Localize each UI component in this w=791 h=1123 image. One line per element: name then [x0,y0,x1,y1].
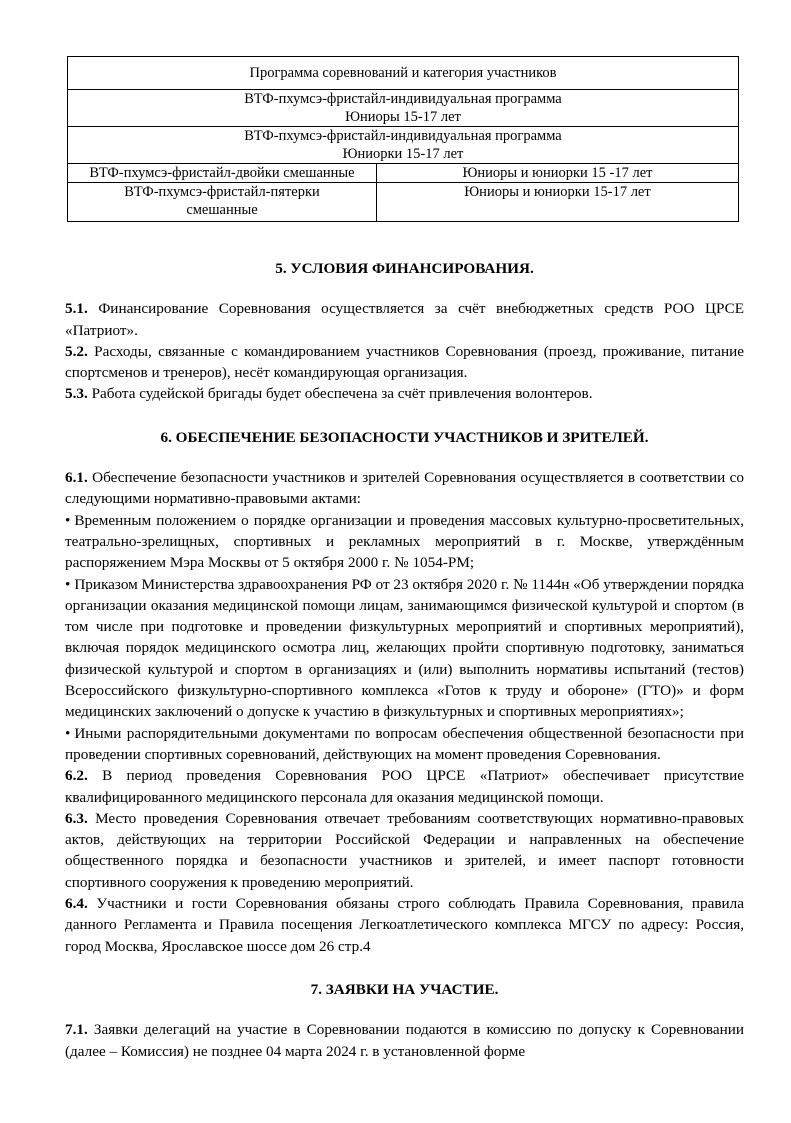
paragraph-5-1 [65,298,744,341]
table-row [68,127,739,164]
paragraph-5-3 [65,383,744,404]
category-name: Юниорки 15-17 лет [342,146,464,162]
bullet-icon: • [65,511,71,529]
paragraph-6-4 [65,893,744,957]
category-name: Юниоры 15-17 лет [345,109,461,125]
table-row [68,57,739,90]
bullet-text: Временным положением о порядке организации и проведения массовых культурно-просветительных, театрально-зрелищных, спортивных и рекламных мероприятий в г. Москве, утверждённым распоряжением Мэра Москвы от 5 октября 2000 г. № 1054-РМ; [65,511,744,572]
program-name: ВТФ-пхумсэ-фристайл-индивидуальная программа [244,128,562,144]
clause-text: Заявки делегаций на участие в Соревновании подаются в комиссию по допуску к Соревновании (далее – Комиссия) не позднее 04 марта 2024 г. в установленной форме [65,1021,745,1060]
program-name: ВТФ-пхумсэ-фристайл-двойки смешанные [68,164,377,183]
clause-number: 7.1. [65,1021,88,1039]
bullet-item [65,510,744,574]
bullet-icon: • [65,724,71,742]
clause-text: Место проведения Соревнования отвечает требованиям соответствующих нормативно-правовых актов, действующих на территории Российской Федерации и направленных на обеспечение общественного порядка и безопасности участников и зрителей, и имеет паспорт готовности спортивного сооружения к проведению мероприятий. [65,809,744,891]
clause-number: 6.4. [65,895,88,913]
bullet-item [65,574,744,723]
clause-text: Расходы, связанные с командированием участников Соревнования (проезд, проживание, питание спортсменов и тренеров), несёт командирующая организация. [65,342,744,382]
section-7-title: 7. ЗАЯВКИ НА УЧАСТИЕ. [310,980,499,998]
category-name: Юниоры и юниорки 15-17 лет [377,183,739,222]
clause-number: 5.1. [65,300,88,318]
paragraph-5-2 [65,341,744,384]
table-header-cell: Программа соревнований и категория участников [68,57,739,90]
program-name: ВТФ-пхумсэ-фристайл-пятерки [124,184,320,200]
paragraph-6-3 [65,808,744,893]
table-cell [68,90,739,127]
clause-text: В период проведения Соревнования РОО ЦРСЕ «Патриот» обеспечивает присутствие квалифицированного медицинского персонала для оказания медицинской помощи. [65,767,745,806]
clause-number: 6.2. [65,767,88,785]
bullet-text: Приказом Министерства здравоохранения РФ от 23 октября 2020 г. № 1144н «Об утверждении порядка организации оказания медицинской помощи лицам, занимающимся физической культурой и спортом (в том числе при подготовке и проведении физкультурных мероприятий и спортивных мероприятий), включая порядок медицинского осмотра лиц, желающих пройти спортивную подготовку, заниматься физической культурой и спортом в организациях и (или) выполнить нормативы испытаний (тестов) Всероссийского физкультурно-спортивного комплекса «Готов к труду и обороне» (ГТО)» и форм медицинских заключений о допуске к участию в физкультурных и спортивных мероприятиях»; [65,575,744,721]
bullet-icon: • [65,575,71,593]
program-name-continued: смешанные [186,202,258,218]
clause-text: Работа судейской бригады будет обеспечена за счёт привлечения волонтеров. [91,385,593,403]
clause-text: Обеспечение безопасности участников и зрителей Соревнования осуществляется в соответствии со следующими нормативно-правовыми актами: [65,469,744,508]
clause-number: 5.2. [65,342,88,360]
table-cell [68,127,739,164]
bullet-text: Иными распорядительными документами по вопросам обеспечения общественной безопасности при проведении спортивных соревнований, действующих на момент проведения Соревнования. [65,724,744,763]
paragraph-7-1 [65,1019,744,1062]
clause-number: 6.1. [65,469,88,487]
section-6-title: 6. ОБЕСПЕЧЕНИЕ БЕЗОПАСНОСТИ УЧАСТНИКОВ И ЗРИТЕЛЕЙ. [160,428,649,446]
paragraph-6-1 [65,467,744,510]
table-cell [68,183,377,222]
clause-text: Финансирование Соревнования осуществляется за счёт внебюджетных средств РОО ЦРСЕ «Патриот». [65,300,745,339]
bullet-item [65,723,744,766]
program-table [67,56,739,222]
section-5-title: 5. УСЛОВИЯ ФИНАНСИРОВАНИЯ. [275,260,534,277]
clause-number: 5.3. [65,385,88,403]
category-name: Юниоры и юниорки 15 -17 лет [377,164,739,183]
clause-text: Участники и гости Соревнования обязаны строго соблюдать Правила Соревнования, правила данного Регламента и Правила посещения Легкоатлетического комплекса МГСУ по адресу: Россия, город Москва, Ярославское шоссе дом 26 стр.4 [65,895,745,955]
table-row [68,183,739,222]
clause-number: 6.3. [65,809,88,827]
table-row [68,90,739,127]
program-name: ВТФ-пхумсэ-фристайл-индивидуальная программа [244,91,562,107]
table-row [68,164,739,183]
paragraph-6-2 [65,765,744,808]
document-body [65,236,744,1062]
